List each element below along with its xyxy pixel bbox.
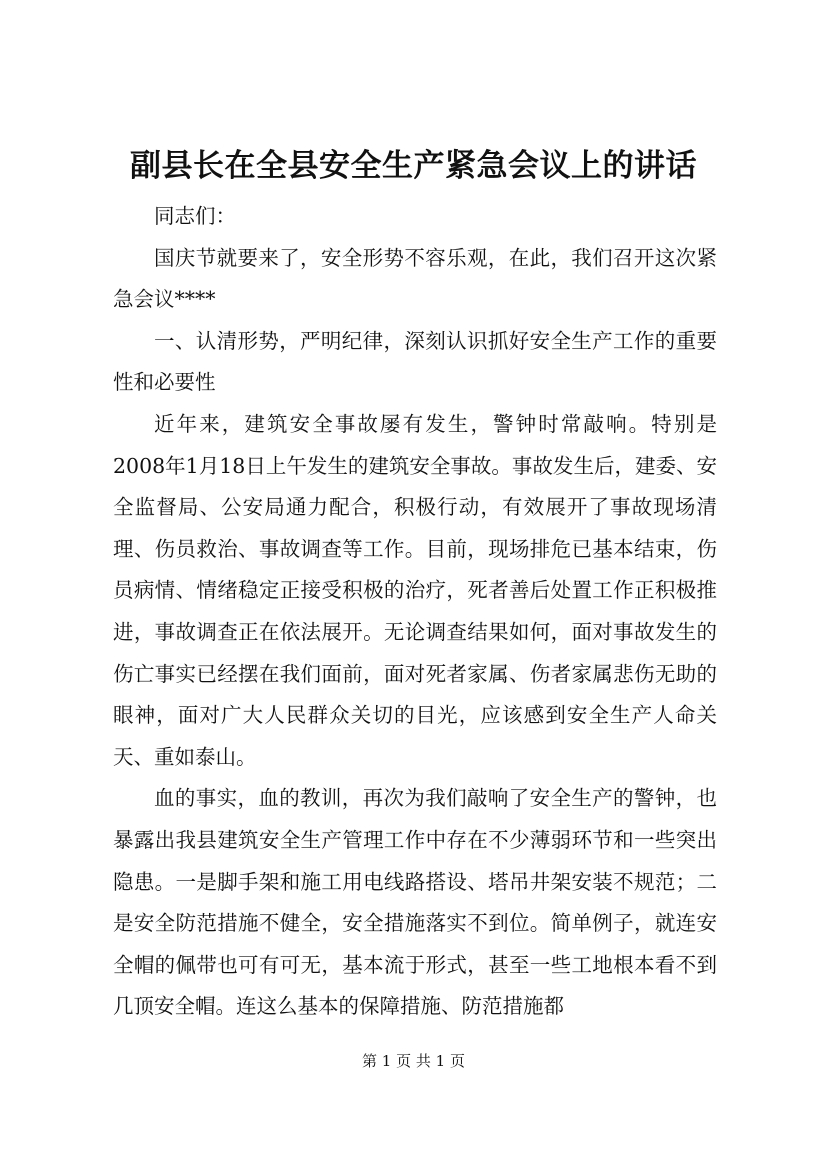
section-heading-1: 一、认清形势，严明纪律，深刻认识抓好安全生产工作的重要性和必要性 [113, 328, 717, 395]
paragraph-intro: 国庆节就要来了，安全形势不容乐观，在此，我们召开这次紧急会议**** [113, 245, 717, 312]
paragraph-salutation: 同志们： [154, 204, 236, 228]
document-title: 副县长在全县安全生产紧急会议上的讲话 [130, 148, 697, 184]
document-body [113, 196, 717, 1028]
page-footer: 第 1 页 共 1 页 [362, 1052, 465, 1070]
paragraph-lessons: 血的事实，血的教训，再次为我们敲响了安全生产的警钟，也暴露出我县建筑安全生产管理工作中存在不少薄弱环节和一些突出隐患。一是脚手架和施工用电线路搭设、塔吊井架安装不规范；二是安全防范措施不健全，安全措施落实不到位。简单例子，就连安全帽的佩带也可有可无，基本流于形式，甚至一些工地根本看不到几顶安全帽。连这么基本的保障措施、防范措施都 [113, 786, 717, 1019]
paragraph-accident: 近年来，建筑安全事故屡有发生，警钟时常敲响。特别是2008年1月18日上午发生的建筑安全事故。事故发生后，建委、安全监督局、公安局通力配合，积极行动，有效展开了事故现场清理、伤员救治、事故调查等工作。目前，现场排危已基本结束，伤员病情、情绪稳定正接受积极的治疗，死者善后处置工作正积极推进，事故调查正在依法展开。无论调查结果如何，面对事故发生的伤亡事实已经摆在我们面前，面对死者家属、伤者家属悲伤无助的眼神，面对广大人民群众关切的目光，应该感到安全生产人命关天、重如泰山。 [113, 411, 717, 769]
